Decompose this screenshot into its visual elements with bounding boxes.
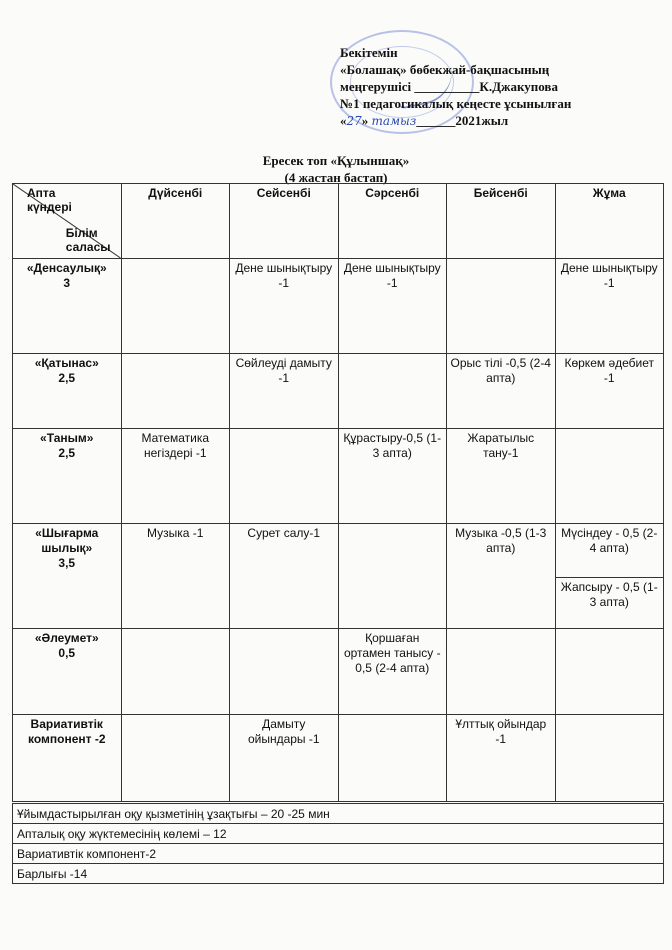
group-subtitle: (4 жастан бастап) xyxy=(284,170,388,185)
head-name: К.Джакупова xyxy=(479,79,558,94)
lesson-cell: Көркем әдебиет -1 xyxy=(555,354,664,429)
area-cell: «Қатынас» 2,5 xyxy=(13,354,122,429)
lesson-cell: Музыка -0,5 (1-3 апта) xyxy=(447,524,556,629)
lesson-cell xyxy=(121,629,230,715)
lesson-cell: Ұлттық ойындар -1 xyxy=(447,715,556,802)
table-row xyxy=(13,259,664,354)
lesson-cell xyxy=(555,715,664,802)
summary-table xyxy=(12,803,664,884)
table-row xyxy=(13,629,664,715)
date-day: 27 xyxy=(346,114,362,128)
lesson-cell xyxy=(447,629,556,715)
lesson-cell xyxy=(555,429,664,524)
lesson-cell: Жаратылыс тану-1 xyxy=(447,429,556,524)
lesson-cell: Қоршаған ортамен танысу - 0,5 (2-4 апта) xyxy=(338,629,447,715)
approval-line: «Болашақ» бөбекжай-бақшасының xyxy=(340,62,550,77)
lesson-cell: Дене шынықтыру -1 xyxy=(230,259,339,354)
schedule-table xyxy=(12,183,664,802)
area-cell: «Денсаулық» 3 xyxy=(13,259,122,354)
date-year: 2021жыл xyxy=(455,113,509,128)
approval-date: «27» тамыз______2021жыл xyxy=(340,113,509,128)
lesson-cell: Дене шынықтыру -1 xyxy=(555,259,664,354)
corner-cell: Апта күндері Білім саласы xyxy=(13,184,122,259)
lesson-cell xyxy=(555,629,664,715)
area-cell: «Әлеумет» 0,5 xyxy=(13,629,122,715)
lesson-cell xyxy=(230,429,339,524)
area-cell: «Шығарма шылық» 3,5 xyxy=(13,524,122,629)
approval-line: Бекітемін xyxy=(340,45,398,60)
day-tuesday: Сейсенбі xyxy=(230,184,339,259)
lesson-cell: Музыка -1 xyxy=(121,524,230,629)
lesson-cell: Дене шынықтыру -1 xyxy=(338,259,447,354)
lesson-cell: Құрастыру-0,5 (1-3 апта) xyxy=(338,429,447,524)
lesson-cell: Жапсыру - 0,5 (1-3 апта) xyxy=(555,578,664,629)
table-row xyxy=(13,524,664,578)
lesson-cell: Дамыту ойындары -1 xyxy=(230,715,339,802)
lesson-cell xyxy=(338,715,447,802)
date-month: тамыз xyxy=(371,114,417,128)
summary-variative: Вариативтік компонент-2 xyxy=(13,844,664,864)
summary-weekly-load: Апталық оқу жүктемесінің көлемі – 12 xyxy=(13,824,664,844)
lesson-cell: Орыс тілі -0,5 (2-4 апта) xyxy=(447,354,556,429)
area-cell: «Таным» 2,5 xyxy=(13,429,122,524)
approval-line: №1 педагогикалық кеңесте ұсынылған xyxy=(340,96,572,111)
day-thursday: Бейсенбі xyxy=(447,184,556,259)
approval-block xyxy=(340,44,660,130)
lesson-cell: Математика негіздері -1 xyxy=(121,429,230,524)
day-friday: Жұма xyxy=(555,184,664,259)
table-row xyxy=(13,429,664,524)
lesson-cell xyxy=(121,715,230,802)
lesson-cell xyxy=(338,524,447,629)
header-row xyxy=(13,184,664,259)
table-row xyxy=(13,354,664,429)
lesson-cell xyxy=(121,354,230,429)
lesson-cell xyxy=(230,629,339,715)
day-monday: Дүйсенбі xyxy=(121,184,230,259)
lesson-cell: Сурет салу-1 xyxy=(230,524,339,629)
day-wednesday: Сәрсенбі xyxy=(338,184,447,259)
lesson-cell xyxy=(338,354,447,429)
group-title: Ересек топ «Құлыншақ» xyxy=(262,153,410,168)
lesson-cell xyxy=(121,259,230,354)
lesson-cell xyxy=(447,259,556,354)
approval-line: меңгерушісі __________К.Джакупова xyxy=(340,79,558,94)
lesson-cell: Мүсіндеу - 0,5 (2-4 апта) xyxy=(555,524,664,578)
summary-total: Барлығы -14 xyxy=(13,864,664,884)
table-row xyxy=(13,715,664,802)
area-cell: Вариативтік компонент -2 xyxy=(13,715,122,802)
lesson-cell: Сөйлеуді дамыту -1 xyxy=(230,354,339,429)
summary-duration: Ұйымдастырылған оқу қызметінің ұзақтығы – 20 -25 мин xyxy=(13,804,664,824)
